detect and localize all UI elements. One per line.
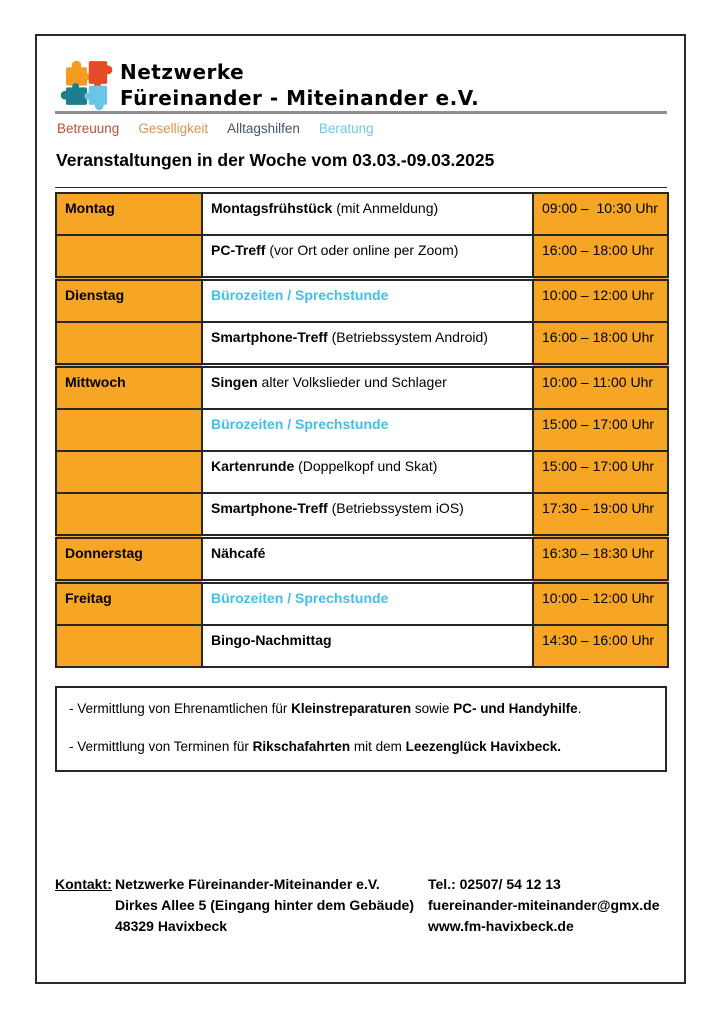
contact-label: Kontakt: — [55, 876, 112, 892]
puzzle-piece-teal — [61, 83, 87, 105]
contact-address — [115, 874, 414, 937]
table-row — [56, 322, 668, 366]
note-line — [69, 701, 653, 716]
time-cell: 17:30 – 19:00 Uhr — [533, 493, 668, 537]
nav-item-geselligkeit: Geselligkeit — [138, 121, 209, 136]
contact-city: 48329 Havixbeck — [115, 918, 228, 934]
table-row — [56, 235, 668, 279]
puzzle-piece-blue — [84, 86, 107, 111]
day-cell — [56, 493, 202, 537]
nav-item-alltagshilfen: Alltagshilfen — [227, 121, 300, 136]
event-name: PC-Treff — [211, 242, 266, 258]
time-cell: 10:00 – 12:00 Uhr — [533, 279, 668, 323]
event-name: Smartphone-Treff — [211, 329, 328, 345]
service-keywords — [57, 121, 374, 136]
day-cell: Dienstag — [56, 279, 202, 323]
event-name: Montagsfrühstück — [211, 200, 333, 216]
contact-email: fuereinander-miteinander@gmx.de — [428, 897, 660, 913]
day-cell — [56, 409, 202, 451]
event-cell — [202, 322, 533, 366]
event-name: Bürozeiten / Sprechstunde — [211, 590, 389, 606]
time-cell: 16:30 – 18:30 Uhr — [533, 537, 668, 582]
nav-item-betreuung: Betreuung — [57, 121, 120, 136]
event-cell — [202, 193, 533, 235]
nav-item-beratung: Beratung — [318, 121, 374, 136]
event-name: Smartphone-Treff — [211, 500, 328, 516]
table-row — [56, 537, 668, 582]
page-title: Veranstaltungen in der Woche vom 03.03.-09.03.2025 — [56, 150, 495, 170]
event-detail: (mit Anmeldung) — [332, 200, 439, 216]
brand-line1: Netzwerke — [120, 60, 245, 84]
table-row — [56, 409, 668, 451]
table-row — [56, 493, 668, 537]
event-cell — [202, 279, 533, 323]
time-cell: 10:00 – 11:00 Uhr — [533, 366, 668, 410]
day-cell: Mittwoch — [56, 366, 202, 410]
day-cell — [56, 235, 202, 279]
contact-street: Dirkes Allee 5 (Eingang hinter dem Gebäude) — [115, 897, 414, 913]
note-text: mit dem — [350, 739, 406, 754]
table-row — [56, 193, 668, 235]
table-row — [56, 451, 668, 493]
contact-org: Netzwerke Füreinander-Miteinander e.V. — [115, 876, 380, 892]
note-text: sowie — [411, 701, 454, 716]
puzzle-piece-orange — [66, 61, 91, 86]
note-emphasis: PC- und Handyhilfe — [453, 701, 578, 716]
brand-line2: Füreinander - Miteinander e.V. — [120, 86, 480, 110]
event-name: Kartenrunde — [211, 458, 295, 474]
note-text: - Vermittlung von Terminen für — [69, 739, 253, 754]
event-detail: (Doppelkopf und Skat) — [294, 458, 438, 474]
table-row — [56, 279, 668, 323]
event-cell — [202, 409, 533, 451]
puzzle-piece-red — [89, 61, 113, 89]
note-text: - Vermittlung von Ehrenamtlichen für — [69, 701, 292, 716]
event-cell — [202, 493, 533, 537]
time-cell: 16:00 – 18:00 Uhr — [533, 235, 668, 279]
day-cell — [56, 451, 202, 493]
contact-website: www.fm-havixbeck.de — [428, 918, 574, 934]
day-cell: Donnerstag — [56, 537, 202, 582]
note-emphasis: Rikschafahrten — [252, 739, 351, 754]
table-top-rule — [55, 187, 667, 188]
weekly-schedule-table — [55, 192, 669, 668]
event-detail: (Betriebssystem Android) — [327, 329, 488, 345]
puzzle-logo-icon — [59, 55, 115, 111]
event-cell — [202, 582, 533, 626]
services-note-box — [55, 686, 667, 772]
event-detail: (vor Ort oder online per Zoom) — [265, 242, 459, 258]
event-cell — [202, 625, 533, 667]
time-cell: 14:30 – 16:00 Uhr — [533, 625, 668, 667]
day-cell — [56, 625, 202, 667]
event-cell — [202, 537, 533, 582]
event-detail: alter Volkslieder und Schlager — [257, 374, 447, 390]
time-cell: 15:00 – 17:00 Uhr — [533, 451, 668, 493]
contact-block — [55, 874, 667, 954]
time-cell: 09:00 – 10:30 Uhr — [533, 193, 668, 235]
event-name: Bürozeiten / Sprechstunde — [211, 287, 389, 303]
event-cell — [202, 451, 533, 493]
event-detail: (Betriebssystem iOS) — [327, 500, 464, 516]
event-name: Bürozeiten / Sprechstunde — [211, 416, 389, 432]
day-cell — [56, 322, 202, 366]
table-row — [56, 582, 668, 626]
event-name: Nähcafé — [211, 545, 266, 561]
event-cell — [202, 235, 533, 279]
note-emphasis: Leezenglück Havixbeck. — [405, 739, 561, 754]
note-emphasis: Kleinstreparaturen — [291, 701, 412, 716]
event-name: Singen — [211, 374, 258, 390]
header-divider — [55, 111, 667, 114]
note-text: . — [577, 701, 582, 716]
contact-details — [428, 874, 659, 937]
event-name: Bingo-Nachmittag — [211, 632, 332, 648]
table-row — [56, 366, 668, 410]
note-line — [69, 739, 653, 754]
day-cell: Montag — [56, 193, 202, 235]
event-cell — [202, 366, 533, 410]
day-cell: Freitag — [56, 582, 202, 626]
brand-name — [120, 59, 479, 111]
time-cell: 16:00 – 18:00 Uhr — [533, 322, 668, 366]
time-cell: 10:00 – 12:00 Uhr — [533, 582, 668, 626]
contact-phone: Tel.: 02507/ 54 12 13 — [428, 876, 561, 892]
table-row — [56, 625, 668, 667]
time-cell: 15:00 – 17:00 Uhr — [533, 409, 668, 451]
